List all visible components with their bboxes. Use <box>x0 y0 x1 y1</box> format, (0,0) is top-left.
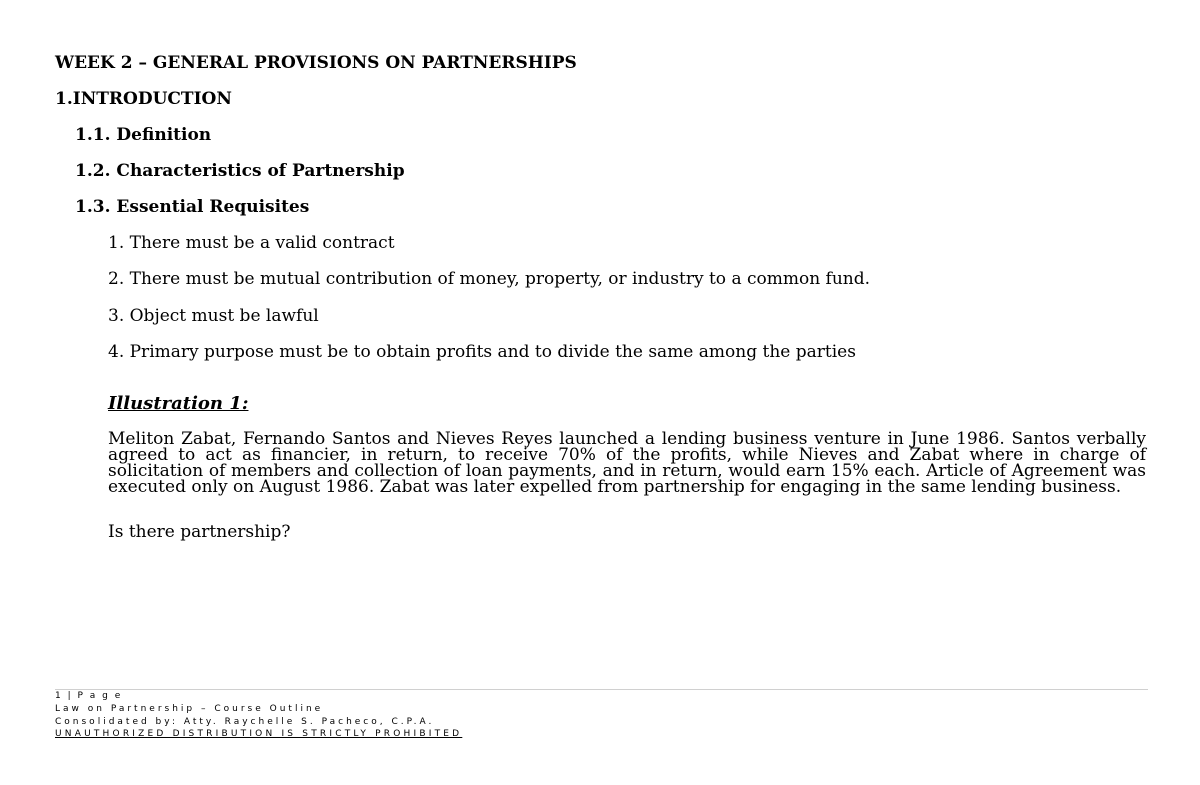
section-heading-introduction: 1.INTRODUCTION <box>55 89 232 109</box>
illustration-body: Meliton Zabat, Fernando Santos and Nieves Reyes launched a lending business venture in June 1986. Santos verbally agreed to act as financier, in return, to receive 70% of the profits, while Nieves and Zabat where in charge of solicitation of members and collection of loan payments, and in return, would earn 15% each. Article of Agreement was executed only on August 1986. Zabat was later expelled from partnership for engaging in the same lending business. <box>108 429 1146 497</box>
requisite-item: 4. Primary purpose must be to obtain profits and to divide the same among the parties <box>108 342 856 362</box>
subsection-essential-requisites: 1.3. Essential Requisites <box>75 197 310 217</box>
footer-divider <box>55 689 1148 690</box>
footer-page-number: 1 | P a g e <box>55 691 123 701</box>
document-title: WEEK 2 – GENERAL PROVISIONS ON PARTNERSHIPS <box>55 53 577 73</box>
requisite-item: 2. There must be mutual contribution of money, property, or industry to a common fund. <box>108 269 871 289</box>
illustration-question: Is there partnership? <box>108 522 291 542</box>
footer-course-title: Law on Partnership – Course Outline <box>55 704 324 714</box>
footer-consolidated-by: Consolidated by: Atty. Raychelle S. Pacheco, C.P.A. <box>55 717 435 727</box>
illustration-title: Illustration 1: <box>108 393 249 414</box>
requisite-item: 1. There must be a valid contract <box>108 233 395 253</box>
subsection-characteristics: 1.2. Characteristics of Partnership <box>75 161 405 181</box>
requisite-item: 3. Object must be lawful <box>108 306 319 326</box>
footer-distribution-warning: UNAUTHORIZED DISTRIBUTION IS STRICTLY PROHIBITED <box>55 729 463 739</box>
subsection-definition: 1.1. Definition <box>75 125 212 145</box>
